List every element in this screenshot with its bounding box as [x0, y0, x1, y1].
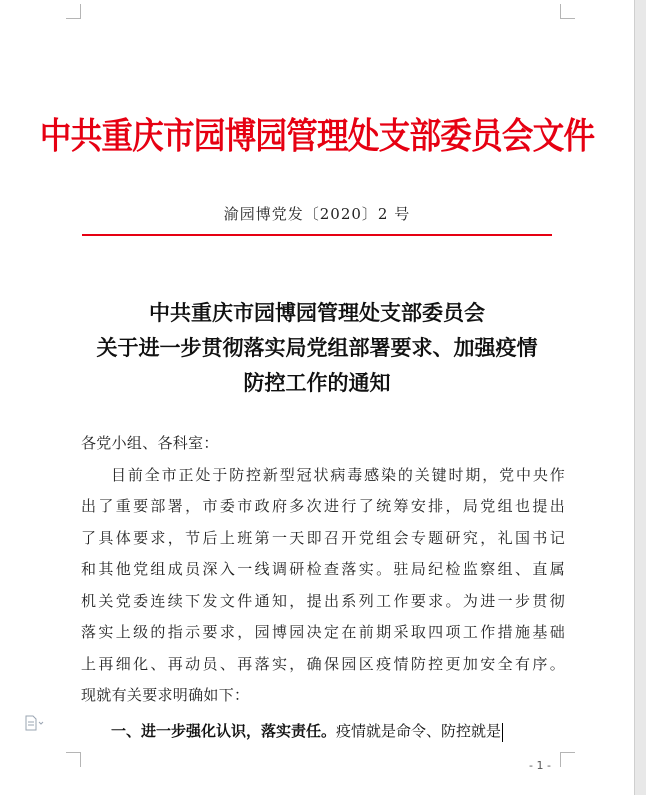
margin-corner-top-right — [560, 4, 575, 19]
document-number: 渝园博党发〔2020〕2 号 — [223, 205, 411, 223]
vertical-scrollbar-track[interactable] — [634, 0, 646, 795]
body-line: 和其他党组成员深入一线调研检查落实。驻局纪检监察组、直属 — [81, 560, 565, 578]
body-line: 上再细化、再动员、再落实，确保园区疫情防控更加安全有序。 — [81, 654, 565, 673]
body-line: 出了重要部署，市委市政府多次进行了统筹安排，局党组也提出 — [81, 497, 565, 515]
salutation: 各党小组、各科室： — [81, 434, 219, 452]
title-line-1: 中共重庆市园博园管理处支部委员会 — [149, 300, 485, 325]
margin-corner-top-left — [66, 4, 81, 19]
margin-corner-bottom-right — [560, 752, 575, 767]
body-line: 落实上级的指示要求，园博园决定在前期采取四项工作措施基础 — [81, 623, 565, 641]
document-body[interactable] — [81, 428, 565, 712]
section-1[interactable] — [81, 716, 565, 747]
document-options-icon[interactable] — [24, 715, 46, 731]
page-number: - 1 - — [529, 759, 551, 772]
document-red-header: 中共重庆市园博园管理处支部委员会文件 — [39, 115, 595, 157]
body-line: 目前全市正处于防控新型冠状病毒感染的关键时期，党中央作 — [111, 465, 565, 484]
title-line-3: 防控工作的通知 — [243, 370, 391, 395]
section-1-text: 疫情就是命令、防控就是 — [336, 722, 502, 740]
red-divider-line — [82, 234, 552, 236]
document-title — [0, 295, 634, 400]
section-1-heading: 一、进一步强化认识，落实责任。 — [111, 722, 337, 740]
body-line: 了具体要求，节后上班第一天即召开党组会专题研究，礼国书记 — [81, 528, 565, 547]
title-line-2: 关于进一步贯彻落实局党组部署要求、加强疫情 — [96, 335, 538, 360]
body-line: 现就有关要求明确如下： — [81, 686, 250, 704]
text-cursor — [502, 723, 503, 742]
margin-corner-bottom-left — [66, 752, 81, 767]
body-line: 机关党委连续下发文件通知，提出系列工作要求。为进一步贯彻 — [81, 591, 565, 610]
